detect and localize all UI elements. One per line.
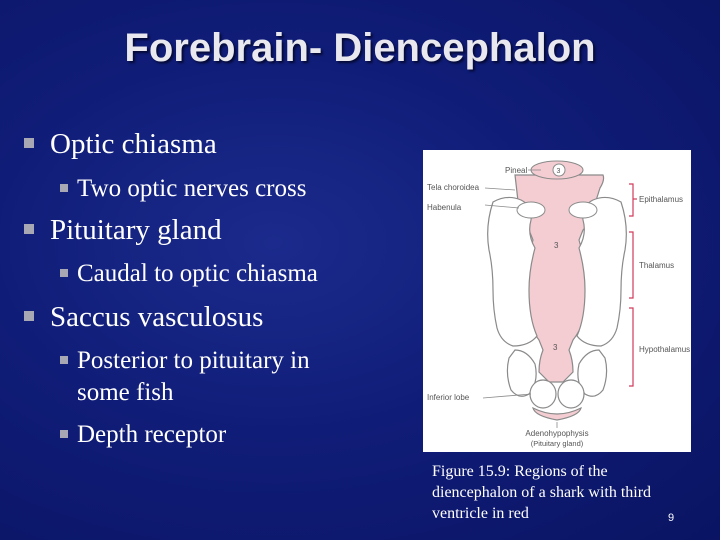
pituitary-lobes — [530, 380, 584, 420]
bullet-square-icon — [60, 184, 68, 192]
bullet-pituitary-gland — [24, 214, 222, 247]
label-pituitary-gland: (Pituitary gland) — [530, 439, 584, 448]
sub-bullet-continuation — [77, 378, 174, 407]
sub-bullet-text: Two optic nerves cross — [77, 175, 307, 202]
right-brain-lobe — [577, 197, 626, 396]
region-brackets — [629, 184, 637, 386]
sub-bullet-text: Depth receptor — [77, 421, 227, 448]
sub-bullet-depth-receptor — [60, 420, 226, 449]
label-hypothalamus: Hypothalamus — [639, 345, 691, 354]
sub-bullet-text: Caudal to optic chiasma — [77, 260, 318, 287]
label-ventricle-number-lower: 3 — [553, 343, 558, 352]
caption-line: Figure 15.9: Regions of the — [432, 463, 608, 480]
figure-caption — [432, 461, 692, 524]
bullet-text: Optic chiasma — [50, 128, 217, 160]
bullet-saccus-vasculosus — [24, 301, 263, 334]
sub-bullet-optic-nerves — [60, 174, 306, 203]
bullet-square-icon — [24, 224, 34, 234]
caption-line: diencephalon of a shark with third — [432, 484, 652, 501]
label-habenula: Habenula — [427, 203, 462, 212]
label-ventricle-number-upper: 3 — [554, 241, 559, 250]
label-inferior-lobe: Inferior lobe — [427, 393, 470, 402]
caption-line: ventricle in red — [432, 505, 529, 522]
sub-bullet-caudal — [60, 259, 318, 288]
left-brain-lobe — [488, 197, 537, 396]
bullet-square-icon — [24, 138, 34, 148]
slide-title: Forebrain- Diencephalon — [124, 26, 596, 70]
sub-bullet-text: some fish — [77, 379, 174, 406]
label-tela-choroidea: Tela choroidea — [427, 183, 480, 192]
page-number: 9 — [668, 512, 675, 524]
label-pineal-number: 3 — [556, 168, 561, 175]
sub-bullet-text: Posterior to pituitary in — [77, 347, 310, 374]
sub-bullet-posterior — [60, 346, 310, 375]
bullet-square-icon — [60, 269, 68, 277]
bullet-square-icon — [24, 311, 34, 321]
bullet-square-icon — [60, 356, 68, 364]
label-adenohypophysis: Adenohypophysis — [525, 429, 589, 438]
bullet-text: Saccus vasculosus — [50, 301, 264, 333]
bullet-square-icon — [60, 430, 68, 438]
bullet-optic-chiasma — [24, 128, 217, 161]
diencephalon-figure — [423, 150, 691, 452]
label-thalamus: Thalamus — [639, 261, 675, 270]
label-epithalamus: Epithalamus — [639, 195, 684, 204]
bullet-text: Pituitary gland — [50, 214, 222, 246]
label-pineal: Pineal — [505, 166, 528, 175]
shark-diencephalon-diagram — [423, 150, 691, 452]
